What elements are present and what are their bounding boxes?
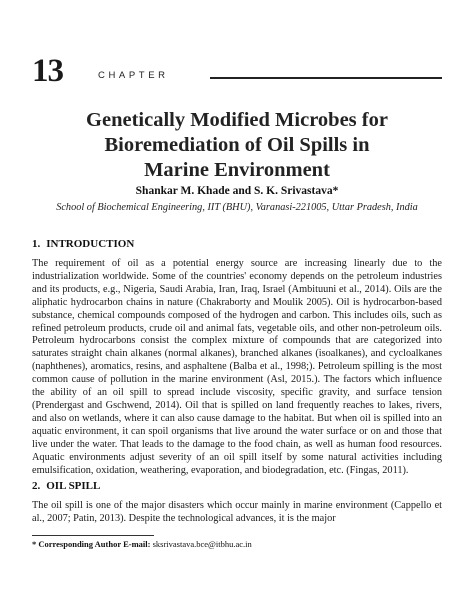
title-line: Genetically Modified Microbes for bbox=[86, 109, 388, 131]
authors: Shankar M. Khade and S. K. Srivastava* bbox=[135, 185, 339, 197]
section-title: INTRODUCTION bbox=[46, 238, 135, 250]
section-heading-oil-spill bbox=[32, 480, 100, 492]
chapter-rule bbox=[210, 77, 442, 79]
footnote-label: * Corresponding Author E-mail: bbox=[32, 539, 151, 549]
title-line: Marine Environment bbox=[144, 159, 330, 181]
section-number: 2. bbox=[32, 480, 41, 492]
section-body-introduction: The requirement of oil as a potential energy source are increasing linearly due to the industrialization worldwide. Some of the countries' economy depends on the petroleum industries and its products, e.g., Nigeria, Saudi Arabia, Iran, Iraq, Israel (Ambituuni et al., 2014). Oils are the aliphatic hydrocarbon chains in nature (Chakraborty and Moulik 2005). Oil is hydrocarbon-based substance, chemical compounds composed of the hydrogen and carbon. This includes oils, such as refined petroleum products, crude oil and animal fats, vegetable oils, and other non-petroleum oils. Petroleum hydrocarbons consist the complex mixture of compounds that are categorized into saturates straight chain alkanes (normal alkanes), branched alkanes (isoalkanes), and cycloalkanes (naphthenes), aromatics, resins, and asphaltene (Balba et al., 1998;). Petroleum spilling is the most common cause of pollution in the marine environment (Asl, 2015.). The factors which influence the ability of an oil spill to spread include viscosity, specific gravity, and surface tension (Prendergast and Gschwend, 2014). Oil that is spilled on land frequently reaches to lakes, rivers, and also on wetlands, where it can also cause damage to the habitat. But when oil is spilled into an aquatic environment, it can spoil organisms that live around the water surface or on and those that live under the water. That leads to the damage to the food chain, as well as human food resources. Aquatic environments adjust severity of an oil spill itself by some natural activities including emulsification, oxidation, weathering, evaporation, and biodegradation, etc. (Fingas, 2011). bbox=[32, 258, 442, 476]
footnote bbox=[32, 539, 252, 549]
footnote-email[interactable]: sksrivastava.bce@itbhu.ac.in bbox=[152, 539, 252, 549]
title-line: Bioremediation of Oil Spills in bbox=[104, 134, 370, 156]
section-body-oil-spill: The oil spill is one of the major disasters which occur mainly in marine environment (Cappello et al., 2007; Patin, 2013). Despite the technological advances, it is the major bbox=[32, 500, 442, 524]
chapter-label: CHAPTER bbox=[98, 70, 169, 81]
footnote-rule bbox=[32, 535, 154, 536]
affiliation: School of Biochemical Engineering, IIT (BHU), Varanasi-221005, Uttar Pradesh, India bbox=[56, 202, 418, 213]
chapter-title bbox=[20, 108, 454, 183]
section-title: OIL SPILL bbox=[46, 480, 101, 492]
section-number: 1. bbox=[32, 238, 41, 250]
chapter-number: 13 bbox=[32, 53, 63, 89]
section-heading-introduction bbox=[32, 238, 134, 250]
chapter-header bbox=[32, 53, 442, 90]
